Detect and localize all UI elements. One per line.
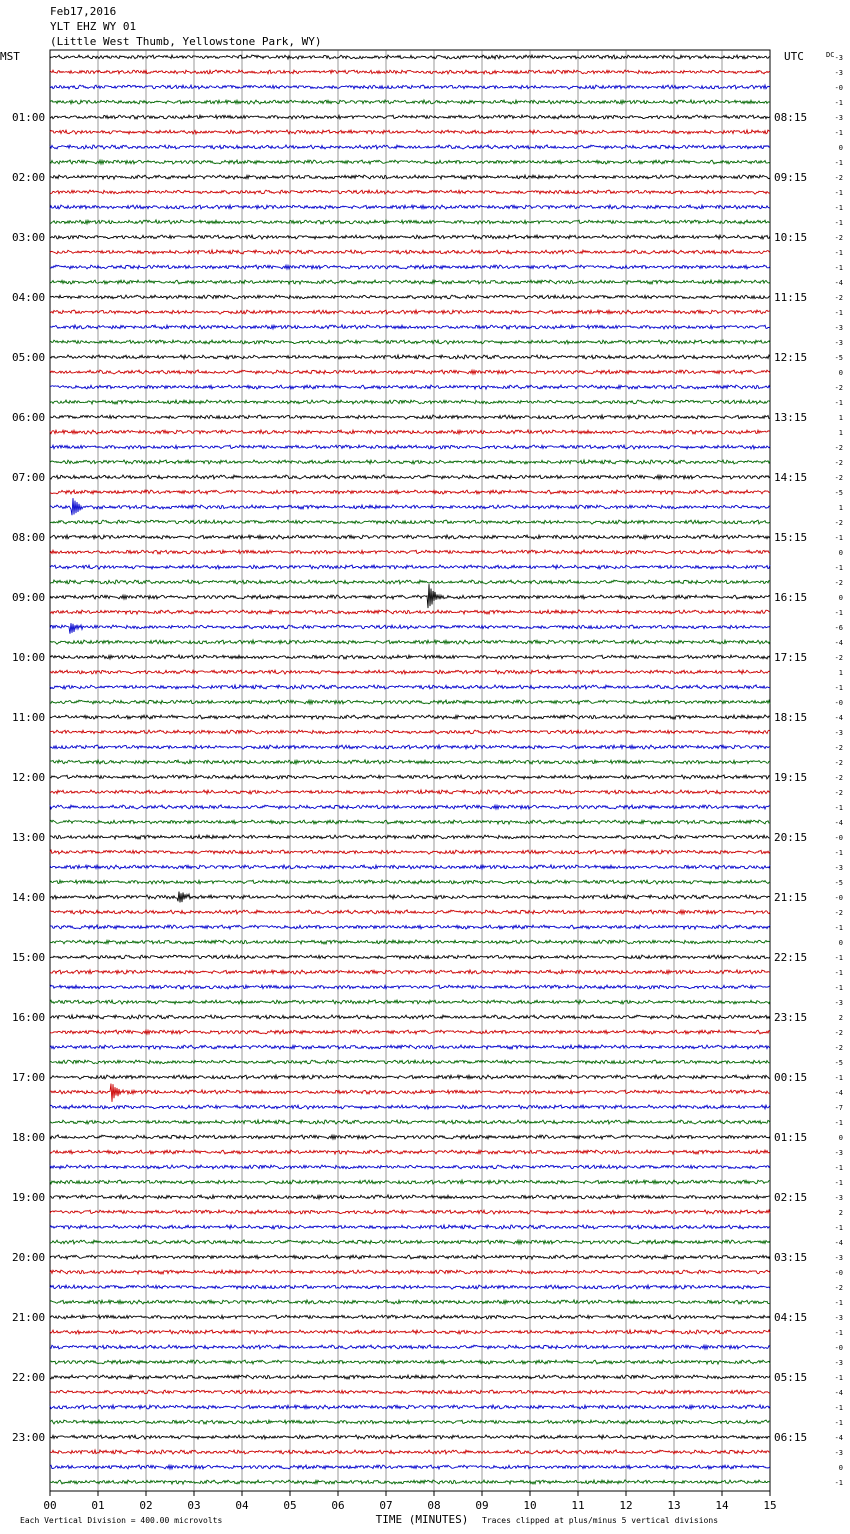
dc-offset-label: -3 (834, 729, 843, 737)
trace-row (50, 1480, 770, 1484)
dc-offset-label: -2 (834, 294, 843, 302)
trace-row (50, 325, 770, 329)
dc-offset-label: -0 (834, 834, 843, 842)
dc-offset-label: -1 (834, 129, 843, 137)
dc-offset-label: -1 (834, 804, 843, 812)
x-tick-label: 05 (283, 1499, 297, 1512)
trace-row (50, 100, 770, 104)
trace-row (50, 1255, 770, 1259)
trace-row (50, 460, 770, 464)
left-hour-label: 05:00 (12, 351, 46, 364)
trace-row (50, 835, 770, 839)
trace-row (50, 1345, 770, 1349)
dc-offset-label: -2 (834, 774, 843, 782)
dc-offset-label: -1 (834, 564, 843, 572)
dc-offset-label: -1 (834, 219, 843, 227)
trace-row (50, 1465, 770, 1469)
date-title: Feb17,2016 (50, 5, 117, 18)
right-hour-label: 21:15 (774, 891, 808, 904)
left-hour-label: 10:00 (12, 651, 46, 664)
trace-row (50, 1390, 770, 1394)
trace-row (50, 730, 770, 734)
dc-offset-label: -1 (834, 924, 843, 932)
dc-offset-label: -1 (834, 684, 843, 692)
dc-offset-label: -1 (834, 1224, 843, 1232)
x-tick-label: 12 (619, 1499, 633, 1512)
dc-offset-label: -2 (834, 474, 843, 482)
trace-row (50, 1225, 770, 1229)
trace-row (50, 1285, 770, 1289)
left-hour-label: 14:00 (12, 891, 46, 904)
dc-offset-label: -1 (834, 1329, 843, 1337)
trace-row (50, 685, 770, 689)
seismic-traces (50, 55, 770, 1484)
left-hour-label: 06:00 (12, 411, 46, 424)
x-tick-label: 07 (379, 1499, 393, 1512)
trace-row (50, 1420, 770, 1424)
dc-offset-label: -1 (834, 264, 843, 272)
dc-offset-label: -1 (834, 1119, 843, 1127)
dc-offset-label: -3 (834, 1149, 843, 1157)
trace-row (50, 565, 770, 569)
trace-row (50, 670, 770, 674)
x-tick-label: 03 (187, 1499, 201, 1512)
trace-row (50, 925, 770, 929)
trace-row (50, 1120, 770, 1124)
trace-row (50, 745, 770, 749)
trace-row (50, 940, 770, 944)
trace-row (50, 1210, 770, 1214)
dc-offset-label: -1 (834, 399, 843, 407)
dc-offset-label: -0 (834, 699, 843, 707)
trace-row (50, 880, 770, 884)
dc-offset-label: -3 (834, 54, 843, 62)
dc-offset-label: 1 (838, 429, 843, 437)
dc-offset-label: -2 (834, 759, 843, 767)
dc-offset-label: -1 (834, 849, 843, 857)
dc-offset-label: -2 (834, 519, 843, 527)
dc-offset-label: 0 (838, 369, 843, 377)
dc-offset-label: -3 (834, 1254, 843, 1262)
dc-offset-label: -1 (834, 969, 843, 977)
dc-offset-label: -0 (834, 1344, 843, 1352)
left-hour-label: 12:00 (12, 771, 46, 784)
x-tick-label: 01 (91, 1499, 105, 1512)
trace-row (50, 190, 770, 194)
trace-row (50, 370, 770, 374)
trace-row (50, 160, 770, 164)
trace-row (50, 865, 770, 869)
dc-offset-label: -1 (834, 99, 843, 107)
x-tick-label: 08 (427, 1499, 441, 1512)
trace-row (50, 265, 770, 269)
trace-row (50, 1240, 770, 1244)
dc-offset-label: -3 (834, 324, 843, 332)
trace-row (50, 498, 770, 515)
trace-row (50, 805, 770, 809)
trace-row (50, 355, 770, 359)
dc-offset-label: -2 (834, 1284, 843, 1292)
dc-offset-label: 0 (838, 1134, 843, 1142)
right-hour-label: 17:15 (774, 651, 808, 664)
dc-offset-label: 2 (838, 1014, 843, 1022)
left-hour-label: 02:00 (12, 171, 46, 184)
dc-offset-label: 0 (838, 549, 843, 557)
x-tick-label: 15 (763, 1499, 777, 1512)
trace-row (50, 1195, 770, 1199)
trace-row (50, 1330, 770, 1334)
dc-offset-label: -1 (834, 249, 843, 257)
x-tick-label: 11 (571, 1499, 585, 1512)
x-tick-label: 04 (235, 1499, 249, 1512)
trace-row (50, 610, 770, 614)
dc-label: DC (826, 51, 835, 59)
x-tick-label: 10 (523, 1499, 537, 1512)
dc-offset-label: -2 (834, 444, 843, 452)
dc-offset-label: -1 (834, 984, 843, 992)
trace-row (50, 775, 770, 779)
dc-offset-label: -2 (834, 1044, 843, 1052)
trace-row (50, 623, 770, 634)
left-hour-label: 15:00 (12, 951, 46, 964)
trace-row (50, 1435, 770, 1439)
dc-offset-label: -1 (834, 189, 843, 197)
trace-row (50, 280, 770, 284)
dc-offset-label: -1 (834, 159, 843, 167)
trace-row (50, 145, 770, 149)
left-hour-label: 01:00 (12, 111, 46, 124)
dc-offset-label: -4 (834, 1239, 843, 1247)
trace-row (50, 1135, 770, 1139)
x-tick-label: 13 (667, 1499, 681, 1512)
dc-offset-label: -2 (834, 744, 843, 752)
trace-row (50, 1375, 770, 1379)
trace-row (50, 1300, 770, 1304)
utc-label: UTC (784, 50, 804, 63)
right-hour-label: 03:15 (774, 1251, 808, 1264)
dc-offset-label: -4 (834, 1389, 843, 1397)
right-hour-label: 13:15 (774, 411, 808, 424)
left-hour-label: 04:00 (12, 291, 46, 304)
dc-offset-label: -4 (834, 1434, 843, 1442)
trace-row (50, 415, 770, 419)
trace-row (50, 892, 770, 903)
left-hour-label: 03:00 (12, 231, 46, 244)
left-hour-label: 11:00 (12, 711, 46, 724)
dc-offset-label: -1 (834, 534, 843, 542)
trace-row (50, 790, 770, 794)
trace-row (50, 385, 770, 389)
dc-offset-label: -3 (834, 69, 843, 77)
trace-row (50, 235, 770, 239)
x-tick-label: 02 (139, 1499, 153, 1512)
dc-offset-label: -2 (834, 909, 843, 917)
right-hour-label: 04:15 (774, 1311, 808, 1324)
trace-row (50, 445, 770, 449)
station-title: YLT EHZ WY 01 (50, 20, 137, 33)
dc-offset-label: -1 (834, 1299, 843, 1307)
trace-row (50, 550, 770, 554)
dc-offset-label: -4 (834, 819, 843, 827)
trace-row (50, 1165, 770, 1169)
dc-offset-label: -3 (834, 999, 843, 1007)
trace-row (50, 760, 770, 764)
dc-offset-label: -4 (834, 639, 843, 647)
right-hour-label: 11:15 (774, 291, 808, 304)
dc-offset-label: -4 (834, 279, 843, 287)
trace-row (50, 115, 770, 119)
trace-row (50, 1405, 770, 1409)
trace-row (50, 175, 770, 179)
dc-offset-label: -1 (834, 1419, 843, 1427)
dc-offset-label: -2 (834, 654, 843, 662)
trace-row (50, 130, 770, 134)
dc-offset-label: -1 (834, 1179, 843, 1187)
right-hour-label: 19:15 (774, 771, 808, 784)
trace-row (50, 340, 770, 344)
trace-row (50, 970, 770, 974)
dc-offset-label: -5 (834, 489, 843, 497)
dc-offset-label: -2 (834, 174, 843, 182)
dc-offset-label: -5 (834, 879, 843, 887)
trace-row (50, 1180, 770, 1184)
right-hour-label: 05:15 (774, 1371, 808, 1384)
axis-labels (0, 50, 843, 1526)
right-hour-label: 12:15 (774, 351, 808, 364)
x-tick-label: 14 (715, 1499, 729, 1512)
right-hour-label: 18:15 (774, 711, 808, 724)
trace-row (50, 850, 770, 854)
dc-offset-label: -1 (834, 309, 843, 317)
left-hour-label: 19:00 (12, 1191, 46, 1204)
left-hour-label: 17:00 (12, 1071, 46, 1084)
x-tick-label: 00 (43, 1499, 57, 1512)
right-hour-label: 10:15 (774, 231, 808, 244)
trace-row (50, 655, 770, 659)
dc-offset-label: -0 (834, 1269, 843, 1277)
right-hour-label: 23:15 (774, 1011, 808, 1024)
trace-row (50, 85, 770, 89)
dc-offset-label: -3 (834, 864, 843, 872)
left-hour-label: 23:00 (12, 1431, 46, 1444)
dc-offset-label: -4 (834, 714, 843, 722)
dc-offset-label: -1 (834, 609, 843, 617)
trace-row (50, 220, 770, 224)
dc-offset-label: -3 (834, 1449, 843, 1457)
dc-offset-label: -7 (834, 1104, 843, 1112)
dc-offset-label: -2 (834, 234, 843, 242)
dc-offset-label: -3 (834, 1359, 843, 1367)
trace-row (50, 820, 770, 824)
trace-row (50, 700, 770, 704)
x-tick-label: 06 (331, 1499, 345, 1512)
clip-note: Traces clipped at plus/minus 5 vertical divisions (482, 1516, 719, 1525)
trace-row (50, 580, 770, 584)
trace-row (50, 205, 770, 209)
right-hour-label: 20:15 (774, 831, 808, 844)
trace-row (50, 295, 770, 299)
trace-row (50, 715, 770, 719)
right-hour-label: 08:15 (774, 111, 808, 124)
trace-row (50, 250, 770, 254)
dc-offset-label: -0 (834, 894, 843, 902)
left-hour-label: 09:00 (12, 591, 46, 604)
dc-offset-label: -1 (834, 1164, 843, 1172)
dc-offset-label: -1 (834, 1074, 843, 1082)
trace-row (50, 955, 770, 959)
dc-offset-label: -6 (834, 624, 843, 632)
left-hour-label: 21:00 (12, 1311, 46, 1324)
trace-row (50, 640, 770, 644)
trace-row (50, 1015, 770, 1019)
right-hour-label: 09:15 (774, 171, 808, 184)
trace-row (50, 1360, 770, 1364)
dc-offset-label: -0 (834, 84, 843, 92)
dc-offset-label: -2 (834, 579, 843, 587)
trace-row (50, 1030, 770, 1034)
left-hour-label: 16:00 (12, 1011, 46, 1024)
right-hour-label: 15:15 (774, 531, 808, 544)
trace-row (50, 584, 770, 608)
trace-row (50, 55, 770, 59)
dc-offset-label: -5 (834, 1059, 843, 1067)
trace-row (50, 1075, 770, 1079)
dc-offset-label: -3 (834, 1314, 843, 1322)
right-hour-label: 02:15 (774, 1191, 808, 1204)
dc-offset-label: -3 (834, 339, 843, 347)
x-tick-label: 09 (475, 1499, 489, 1512)
dc-offset-label: 0 (838, 144, 843, 152)
left-hour-label: 18:00 (12, 1131, 46, 1144)
dc-offset-label: -2 (834, 1029, 843, 1037)
left-hour-label: 13:00 (12, 831, 46, 844)
dc-offset-label: -2 (834, 384, 843, 392)
dc-offset-label: -5 (834, 354, 843, 362)
trace-row (50, 1270, 770, 1274)
dc-offset-label: -1 (834, 954, 843, 962)
left-hour-label: 07:00 (12, 471, 46, 484)
trace-row (50, 475, 770, 479)
dc-offset-label: -3 (834, 114, 843, 122)
dc-offset-label: 1 (838, 669, 843, 677)
x-axis-title: TIME (MINUTES) (375, 1513, 469, 1526)
trace-row (50, 310, 770, 314)
trace-row (50, 1315, 770, 1319)
left-hour-label: 22:00 (12, 1371, 46, 1384)
dc-offset-label: -1 (834, 204, 843, 212)
trace-row (50, 1084, 770, 1102)
trace-row (50, 985, 770, 989)
trace-row (50, 520, 770, 524)
dc-offset-label: -2 (834, 459, 843, 467)
dc-offset-label: 0 (838, 939, 843, 947)
trace-row (50, 1045, 770, 1049)
trace-row (50, 1060, 770, 1064)
trace-row (50, 1105, 770, 1109)
dc-offset-label: -1 (834, 1479, 843, 1487)
trace-row (50, 535, 770, 539)
right-hour-label: 14:15 (774, 471, 808, 484)
trace-row (50, 490, 770, 494)
trace-row (50, 1000, 770, 1004)
right-hour-label: 22:15 (774, 951, 808, 964)
trace-row (50, 400, 770, 404)
scale-note: Each Vertical Division = 400.00 microvolts (20, 1516, 223, 1525)
right-hour-label: 01:15 (774, 1131, 808, 1144)
trace-row (50, 1150, 770, 1154)
dc-offset-label: -3 (834, 1194, 843, 1202)
right-hour-label: 00:15 (774, 1071, 808, 1084)
left-hour-label: 20:00 (12, 1251, 46, 1264)
dc-offset-label: -2 (834, 789, 843, 797)
right-hour-label: 16:15 (774, 591, 808, 604)
dc-offset-label: 0 (838, 594, 843, 602)
dc-offset-label: 1 (838, 504, 843, 512)
dc-offset-label: -4 (834, 1089, 843, 1097)
dc-offset-label: -1 (834, 1374, 843, 1382)
mst-label: MST (0, 50, 20, 63)
dc-offset-label: -1 (834, 1404, 843, 1412)
trace-row (50, 430, 770, 434)
trace-row (50, 1450, 770, 1454)
trace-row (50, 70, 770, 74)
location-title: (Little West Thumb, Yellowstone Park, WY) (50, 35, 322, 48)
dc-offset-label: 0 (838, 1464, 843, 1472)
left-hour-label: 08:00 (12, 531, 46, 544)
right-hour-label: 06:15 (774, 1431, 808, 1444)
dc-offset-label: 1 (838, 414, 843, 422)
trace-row (50, 910, 770, 914)
dc-offset-label: 2 (838, 1209, 843, 1217)
